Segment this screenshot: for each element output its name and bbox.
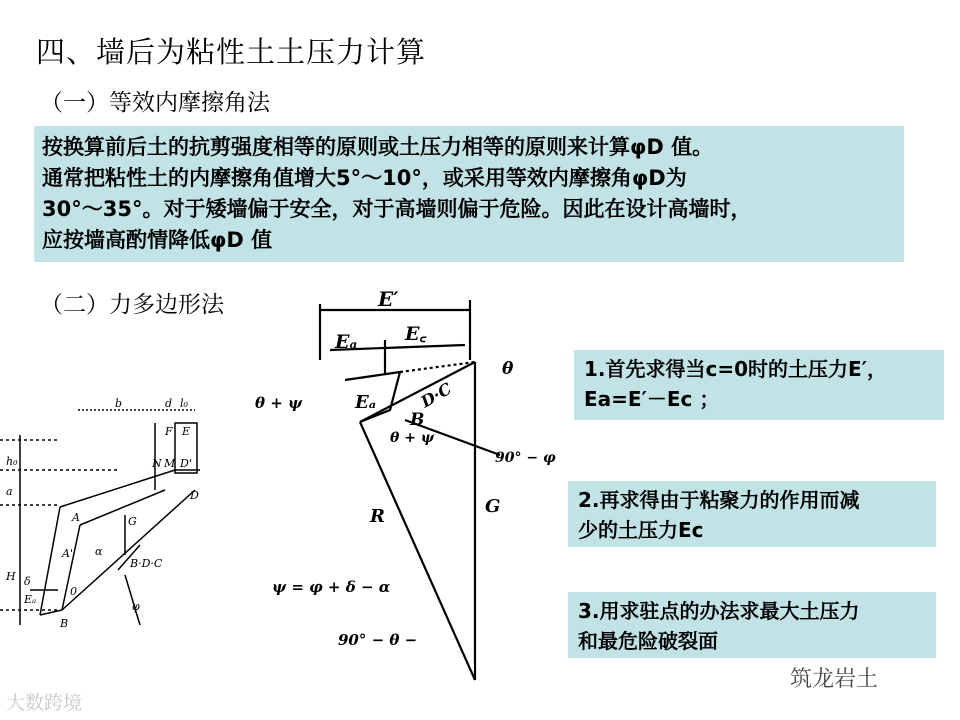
label-D-prime: D' [180, 457, 192, 470]
label-h0: h₀ [6, 455, 18, 468]
label-l0: l₀ [180, 397, 188, 410]
label-Ec-top: E꜀ [405, 323, 427, 345]
label-D: D [190, 489, 199, 502]
watermark-right: 筑龙岩土 [790, 667, 879, 692]
label-M: M [164, 457, 176, 470]
label-angle-1: 90° − φ [495, 450, 556, 466]
retaining-wall-diagram [0, 395, 200, 695]
label-BDC: B·D·C [130, 557, 163, 570]
page-title: 四、墙后为粘性土土压力计算 [36, 35, 427, 69]
label-A-prime: A' [62, 547, 73, 560]
label-theta-psi-2: θ + ψ [390, 430, 434, 446]
section-heading-2: （二）力多边形法 [40, 292, 224, 318]
label-H: H [6, 570, 16, 583]
force-polygon-diagram [250, 290, 580, 690]
label-delta: δ [24, 575, 31, 588]
label-G: G [128, 515, 137, 528]
label-A: A [72, 511, 80, 524]
label-N: N [152, 457, 162, 470]
label-Ea-mid: Eₐ [355, 392, 377, 413]
main-text-line: 通常把粘性土的内摩擦角值增大5°～10°，或采用等效内摩擦角φD为 [42, 166, 687, 190]
watermark-left: 大数跨境 [6, 692, 83, 714]
note-box-3 [568, 592, 936, 658]
note-line: Ea=E′－Ec ； [584, 387, 720, 411]
main-text-box [34, 126, 904, 262]
label-B: B [60, 617, 69, 630]
label-Ea: Eₐ [24, 593, 37, 606]
label-B: B [410, 410, 425, 430]
label-E: E [182, 425, 191, 438]
note-line: 1.首先求得当c=0时的土压力E′， [584, 357, 887, 381]
note-line: 少的土压力Ec [578, 518, 704, 542]
label-alpha: α [95, 545, 103, 558]
label-DC: D·C [417, 378, 455, 412]
label-psi-eq: ψ = φ + δ − α [272, 578, 391, 596]
label-G: G [485, 496, 501, 517]
label-angle-2: 90° − θ − [338, 631, 418, 649]
label-F: F [165, 425, 173, 438]
label-phi: φ [132, 600, 140, 613]
label-d: d [165, 397, 173, 410]
label-E-prime: E′ [378, 290, 399, 311]
label-b: b [115, 397, 123, 410]
note-line: 3.用求驻点的办法求最大土压力 [578, 599, 860, 623]
note-line: 和最危险破裂面 [578, 629, 718, 653]
label-R: R [370, 506, 385, 527]
label-theta-psi: θ + ψ [255, 394, 303, 412]
label-theta: θ [502, 359, 514, 379]
note-box-2 [568, 481, 936, 547]
main-text-line: 30°～35°。对于矮墙偏于安全，对于高墙则偏于危险。因此在设计高墙时， [42, 197, 752, 221]
label-O: 0 [70, 585, 77, 598]
label-a: a [6, 485, 13, 498]
main-text-line: 应按墙高酌情降低φD 值 [42, 228, 273, 252]
label-Ea-top: Eₐ [335, 331, 358, 353]
note-line: 2.再求得由于粘聚力的作用而减 [578, 488, 860, 512]
note-box-1 [574, 350, 944, 420]
section-heading-1: （一）等效内摩擦角法 [40, 90, 270, 116]
main-text-line: 按换算前后土的抗剪强度相等的原则或土压力相等的原则来计算φD 值。 [42, 135, 714, 159]
